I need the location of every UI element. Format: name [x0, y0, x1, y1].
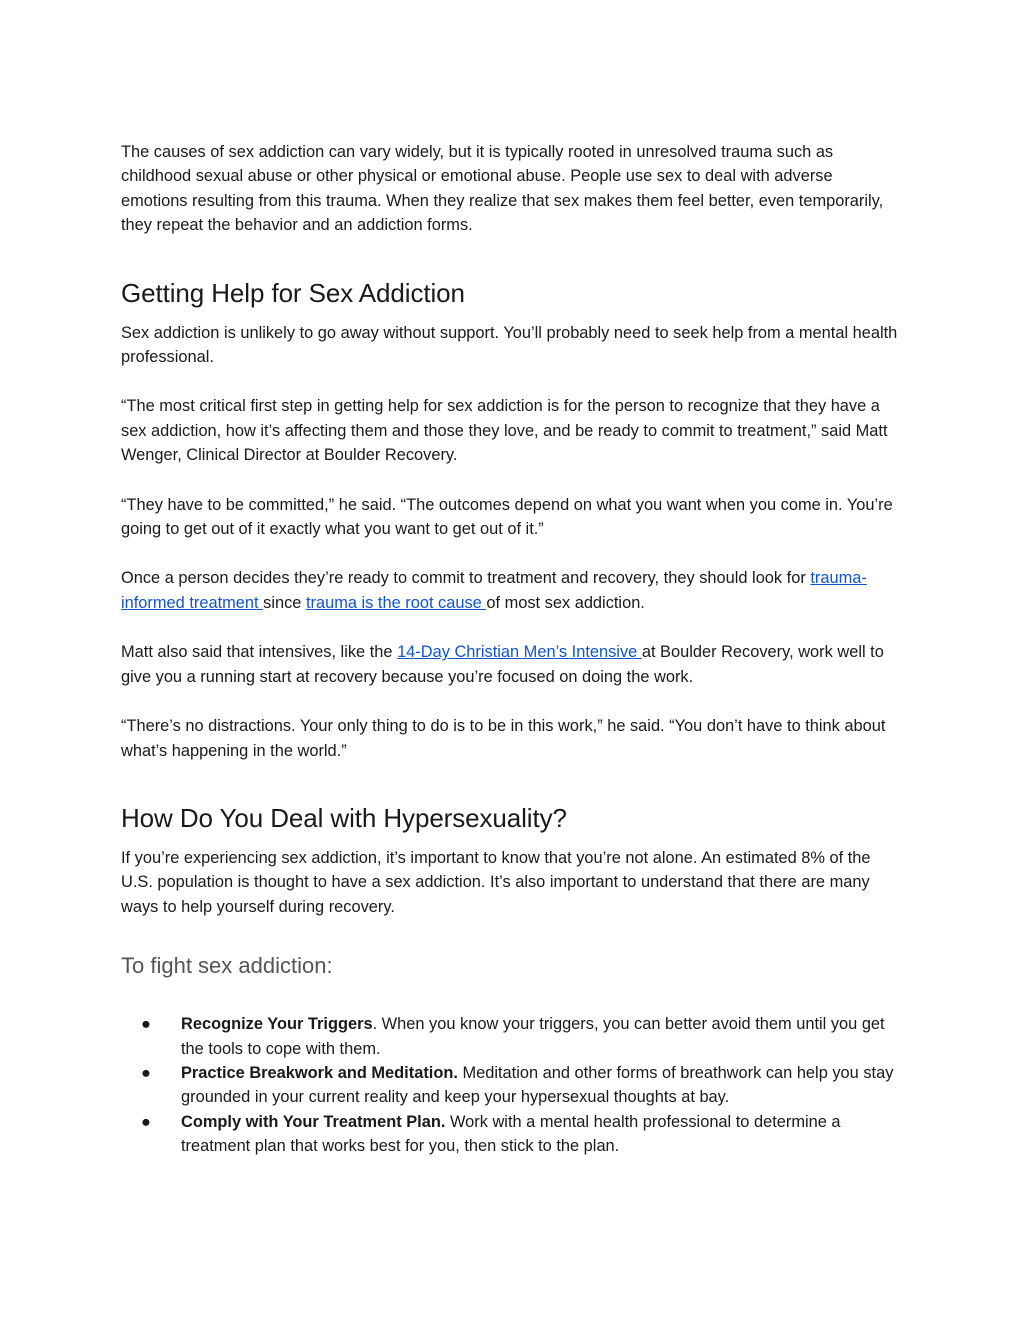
list-item — [121, 1061, 901, 1110]
committed-quote-paragraph: “They have to be committed,” he said. “The outcomes depend on what you want when you come in. You’re going to get out of it exactly what you want to get out of it.” — [121, 495, 893, 539]
fight-sex-addiction-subheading: To fight sex addiction: — [121, 953, 333, 979]
section-heading-hypersexuality: How Do You Deal with Hypersexuality? — [121, 802, 567, 833]
section-heading-getting-help: Getting Help for Sex Addiction — [121, 277, 465, 308]
intro-paragraph: The causes of sex addiction can vary widely, but it is typically rooted in unresolved trauma such as childhood sexual abuse or other physical or emotional abuse. People use sex to deal with adverse emotions resulting from this trauma. When they realize that sex makes them feel better, even temporarily, they repeat the behavior and an addiction forms. — [121, 143, 884, 235]
bullet-icon: ● — [141, 1112, 151, 1131]
list-item-text: Meditation and other forms of breathwork can help you stay grounded in your current reality and keep your hypersexual thoughts at bay. — [181, 1063, 894, 1107]
list-item-text: . When you know your triggers, you can better avoid them until you get the tools to cope with them. — [181, 1015, 885, 1058]
bullet-icon: ● — [141, 1063, 151, 1082]
intensives-text-before: Matt also said that intensives, like the — [121, 643, 398, 662]
trauma-informed-treatment-link[interactable]: trauma-informed treatment — [121, 569, 867, 612]
list-item-text: Work with a mental health professional to determine a treatment plan that works best for you, then stick to the plan. — [181, 1112, 841, 1156]
trauma-informed-text-before: Once a person decides they’re ready to commit to treatment and recovery, they should look for — [121, 569, 811, 588]
getting-help-paragraph-1: Sex addiction is unlikely to go away without support. You’ll probably need to seek help from a mental health professional. — [121, 323, 898, 367]
document-page — [121, 140, 901, 1159]
trauma-informed-text-middle: since — [263, 593, 306, 612]
list-item-title: Practice Breakwork and Meditation. — [181, 1063, 458, 1082]
christian-mens-intensive-link[interactable]: 14-Day Christian Men’s Intensive — [397, 643, 642, 662]
fight-addiction-list — [121, 1012, 901, 1158]
no-distractions-quote-paragraph: “There’s no distractions. Your only thing to do is to be in this work,” he said. “You don’t have to think about what’s happening in the world.” — [121, 717, 886, 760]
list-item — [121, 1012, 901, 1061]
bullet-icon: ● — [141, 1015, 151, 1034]
list-item-title: Comply with Your Treatment Plan. — [181, 1112, 446, 1131]
trauma-informed-paragraph — [121, 566, 901, 615]
trauma-root-cause-link[interactable]: trauma is the root cause — [305, 593, 487, 612]
list-item-title: Recognize Your Triggers — [181, 1015, 373, 1034]
getting-help-quote-paragraph: “The most critical first step in getting help for sex addiction is for the person to recognize that they have a sex addiction, how it’s affecting them and those they love, and be ready to commit to treatment,” said Matt Wenger, Clinical Director at Boulder Recovery. — [121, 397, 888, 465]
trauma-informed-text-after: of most sex addiction. — [486, 593, 645, 612]
intensives-text-after: at Boulder Recovery, work well to give you a running start at recovery because you’re focused on doing the work. — [121, 643, 884, 686]
list-item — [121, 1110, 901, 1159]
intensives-paragraph — [121, 640, 901, 689]
hypersexuality-paragraph: If you’re experiencing sex addiction, it’s important to know that you’re not alone. An estimated 8% of the U.S. population is thought to have a sex addiction. It’s also important to understand that there are many ways to help yourself during recovery. — [121, 848, 871, 916]
